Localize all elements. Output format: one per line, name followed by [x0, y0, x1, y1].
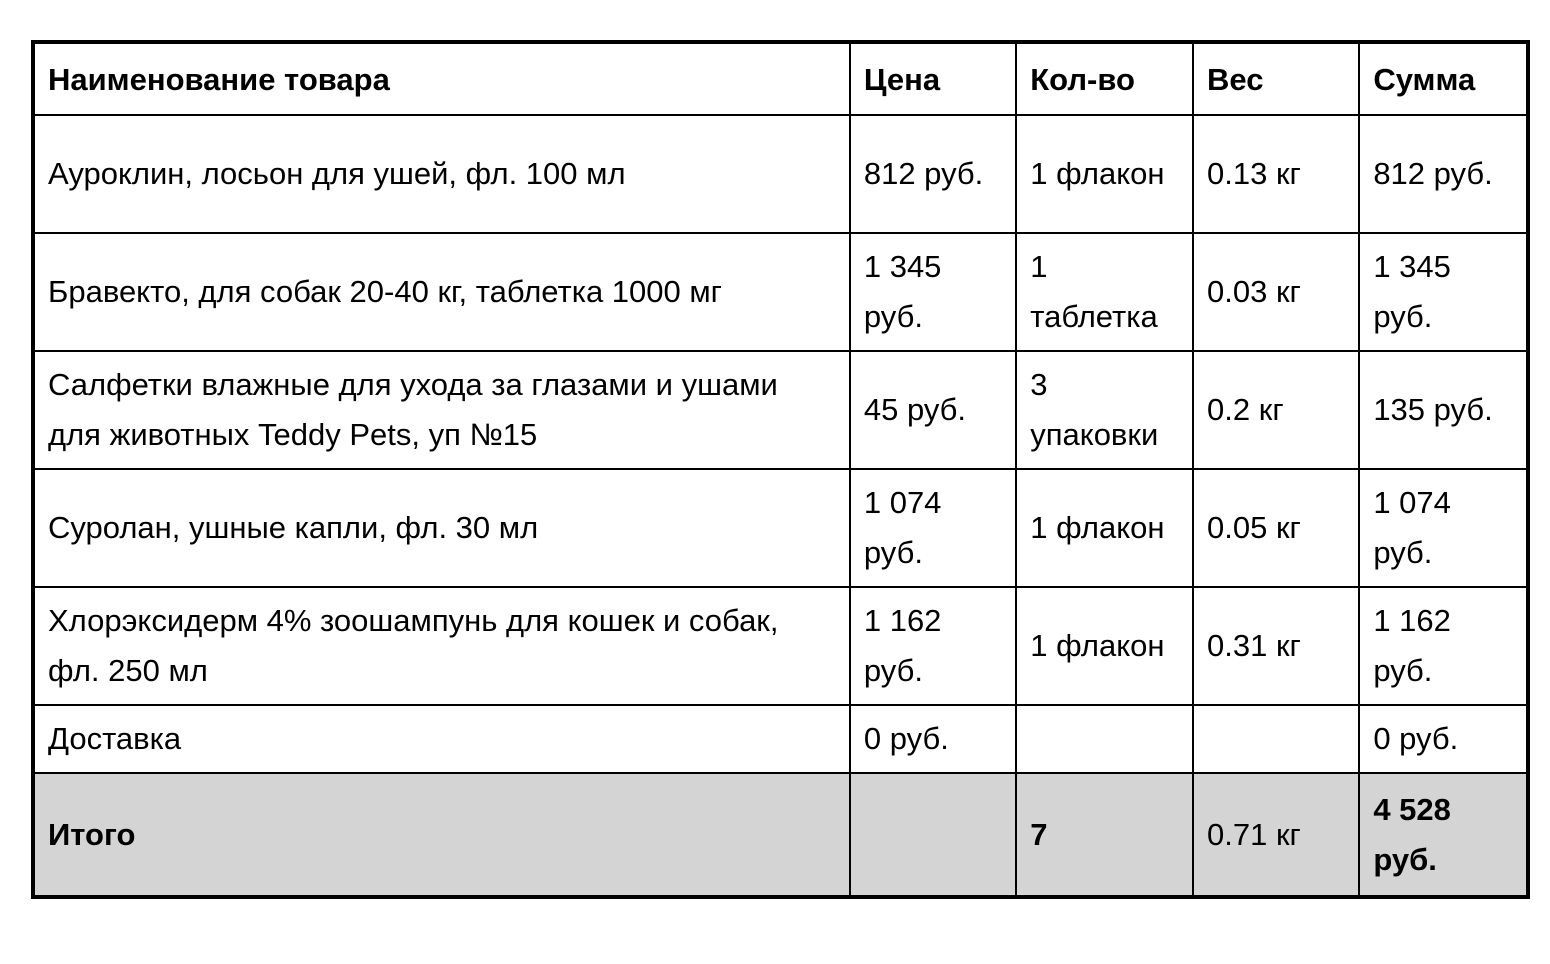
- cell-qty: 3 упаковки: [1016, 351, 1193, 469]
- delivery-price: 0 руб.: [850, 705, 1016, 773]
- cell-sum: 1 345 руб.: [1359, 233, 1528, 351]
- total-row: [33, 773, 1528, 897]
- delivery-row: [33, 705, 1528, 773]
- cell-name: Хлорэксидерм 4% зоошампунь для кошек и собак, фл. 250 мл: [33, 587, 850, 705]
- delivery-label: Доставка: [33, 705, 850, 773]
- header-sum: Сумма: [1359, 42, 1528, 115]
- total-label: Итого: [33, 773, 850, 897]
- cell-name: Бравекто, для собак 20-40 кг, таблетка 1000 мг: [33, 233, 850, 351]
- table-row: [33, 587, 1528, 705]
- cell-qty: 1 флакон: [1016, 115, 1193, 233]
- header-name: Наименование товара: [33, 42, 850, 115]
- cell-qty: 1 флакон: [1016, 469, 1193, 587]
- cell-weight: 0.13 кг: [1193, 115, 1359, 233]
- cell-price: 1 162 руб.: [850, 587, 1016, 705]
- total-sum: 4 528 руб.: [1359, 773, 1528, 897]
- delivery-sum: 0 руб.: [1359, 705, 1528, 773]
- total-price: [850, 773, 1016, 897]
- cell-sum: 1 162 руб.: [1359, 587, 1528, 705]
- cell-name: Ауроклин, лосьон для ушей, фл. 100 мл: [33, 115, 850, 233]
- cell-qty: 1 флакон: [1016, 587, 1193, 705]
- header-price: Цена: [850, 42, 1016, 115]
- table-header-row: [33, 42, 1528, 115]
- cell-price: 45 руб.: [850, 351, 1016, 469]
- delivery-weight: [1193, 705, 1359, 773]
- cell-sum: 812 руб.: [1359, 115, 1528, 233]
- cell-weight: 0.31 кг: [1193, 587, 1359, 705]
- cell-name: Суролан, ушные капли, фл. 30 мл: [33, 469, 850, 587]
- cell-price: 1 074 руб.: [850, 469, 1016, 587]
- cell-name: Салфетки влажные для ухода за глазами и ушами для животных Teddy Pets, уп №15: [33, 351, 850, 469]
- cell-price: 1 345 руб.: [850, 233, 1016, 351]
- total-weight: 0.71 кг: [1193, 773, 1359, 897]
- delivery-qty: [1016, 705, 1193, 773]
- cell-sum: 1 074 руб.: [1359, 469, 1528, 587]
- table-row: [33, 351, 1528, 469]
- table-row: [33, 233, 1528, 351]
- table-row: [33, 469, 1528, 587]
- header-weight: Вес: [1193, 42, 1359, 115]
- cell-qty: 1 таблетка: [1016, 233, 1193, 351]
- total-qty: 7: [1016, 773, 1193, 897]
- cell-weight: 0.2 кг: [1193, 351, 1359, 469]
- table-row: [33, 115, 1528, 233]
- cell-price: 812 руб.: [850, 115, 1016, 233]
- cell-weight: 0.03 кг: [1193, 233, 1359, 351]
- cell-sum: 135 руб.: [1359, 351, 1528, 469]
- header-qty: Кол-во: [1016, 42, 1193, 115]
- order-table: [31, 40, 1530, 899]
- cell-weight: 0.05 кг: [1193, 469, 1359, 587]
